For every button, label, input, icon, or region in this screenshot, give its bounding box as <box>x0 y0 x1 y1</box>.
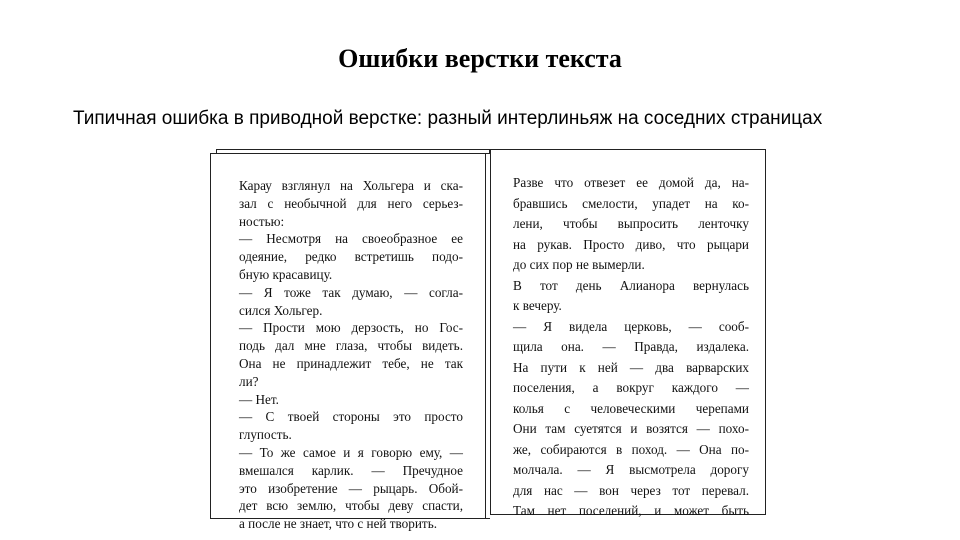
text-line: же, собираются в поход. — Она по- <box>513 441 749 457</box>
text-line: лени, чтобы выпросить ленточку <box>513 216 749 231</box>
text-line: сился Хольгер. <box>239 302 323 318</box>
text-line: одеяние, редко встретишь подо- <box>239 249 463 265</box>
text-line: бравшись смелости, упадет на ко- <box>513 195 749 211</box>
text-line: — Нет. <box>239 391 279 407</box>
text-line: а после не знает, что с ней творить. <box>239 516 438 532</box>
slide-title: Ошибки верстки текста <box>338 44 622 73</box>
text-line: щила она. — Правда, издалека. <box>513 339 749 354</box>
text-line: для нас — вон через тот перевал. <box>513 482 749 498</box>
text-line: глупость. <box>239 427 292 443</box>
text-line: — Несмотря на своеобразное ее <box>239 231 463 247</box>
text-line: — Я тоже так думаю, — согла- <box>239 284 463 300</box>
text-line: зал с необычной для него серьез- <box>239 195 463 211</box>
text-line: ли? <box>239 373 259 389</box>
text-line: — То же самое и я говорю ему, — <box>239 444 463 460</box>
text-line: — С твоей стороны это просто <box>239 409 463 425</box>
right-page <box>490 149 766 518</box>
slide-subtitle: Типичная ошибка в приводной верстке: разный интерлиньяж на соседних страницах <box>73 108 823 129</box>
open-book-illustration <box>210 149 766 532</box>
text-line: В тот день Алианора вернулась <box>513 277 749 293</box>
text-line: Там нет поселений, и может быть <box>513 503 749 518</box>
text-line: это изобретение — рыцарь. Обой- <box>239 480 463 496</box>
text-line: — Я видела церковь, — сооб- <box>513 318 749 334</box>
text-line: Разве что отвезет ее домой да, на- <box>513 175 749 190</box>
text-line: бную красавицу. <box>239 266 333 282</box>
text-line: — Прости мою дерзость, но Гос- <box>239 320 463 336</box>
text-line: На пути к ней — два варварских <box>513 359 749 375</box>
text-line: вмешался карлик. — Пречудное <box>239 462 463 478</box>
left-page-text <box>239 177 463 533</box>
text-line: колья с человеческими черепами <box>513 400 749 416</box>
text-line: подь дал мне глаза, чтобы видеть. <box>239 338 463 354</box>
text-line: Они там суетятся и возятся — похо- <box>513 421 749 436</box>
text-line: до сих пор не вымерли. <box>513 257 645 272</box>
left-page <box>210 153 486 532</box>
text-line: поселения, а вокруг каждого — <box>513 380 749 395</box>
text-line: молчала. — Я высмотрела дорогу <box>513 462 749 477</box>
text-line: Карау взглянул на Хольгера и ска- <box>239 178 463 193</box>
text-line: на рукав. Просто диво, что рыцари <box>513 236 749 252</box>
right-page-text <box>513 173 749 522</box>
text-line: Она не принадлежит тебе, не так <box>239 355 463 371</box>
text-line: к вечеру. <box>513 298 562 313</box>
text-line: дет всю землю, чтобы деву спасти, <box>239 498 463 514</box>
text-line: ностью: <box>239 213 285 229</box>
